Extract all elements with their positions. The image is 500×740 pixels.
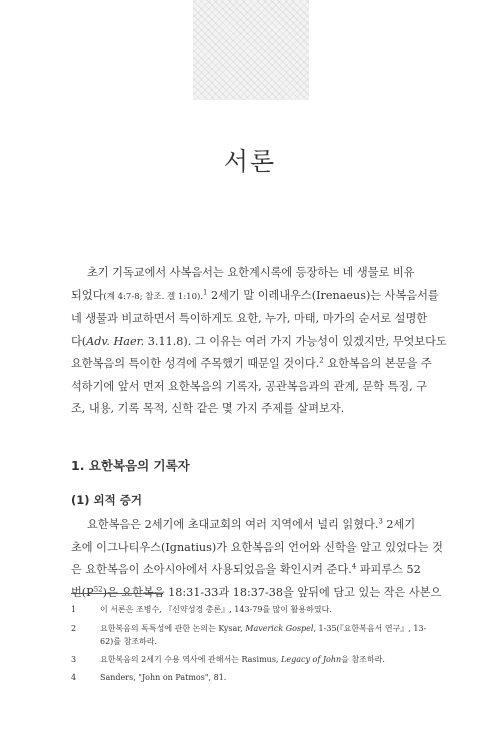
footnote-4 xyxy=(71,671,433,684)
chapter-title: 서론 xyxy=(223,147,277,176)
p1-line-5 xyxy=(71,353,431,376)
book-title: Maverick Gospel xyxy=(245,624,314,633)
p1-line-2 xyxy=(71,285,439,309)
p2-line-1 xyxy=(71,514,431,537)
p2-line-2: 초에 이그나티우스(Ignatius)가 요한복음의 언어와 신학을 알고 있었다는 것 xyxy=(71,540,443,554)
footnote-text-part: 요한복음의 2세기 수용 역사에 관해서는 Rasimus, xyxy=(100,655,282,664)
footnote-2 xyxy=(71,622,433,648)
footnote-number: 3 xyxy=(71,655,77,664)
footnote-marker-4[interactable]: 4 xyxy=(351,562,357,571)
footnote-text-part: 요한복음의 독특성에 관한 논의는 Kysar, xyxy=(100,624,246,633)
p1-text: 3.11.8). 그 이유는 여러 가지 가능성이 있겠지만, 무엇보다도 xyxy=(144,334,447,348)
footnote-divider xyxy=(71,593,163,594)
footnote-text xyxy=(100,622,433,648)
footnote-3 xyxy=(71,653,433,666)
footnote-number: 1 xyxy=(71,605,77,614)
footnote-text-part: 을 참조하라. xyxy=(341,655,385,664)
papyrus-superscript: 52 xyxy=(93,584,103,593)
p1-text: 요한복음의 본문을 주 xyxy=(323,357,432,370)
p1-text: 요한복음의 특이한 성격에 주목했기 때문일 것이다. xyxy=(71,357,320,370)
footnote-number: 2 xyxy=(71,624,77,633)
footnote-text: 이 서론은 조병수, 『신약성경 총론』, 143-79를 많이 활용하였다. xyxy=(100,605,332,614)
footnote-marker-3[interactable]: 3 xyxy=(378,517,383,526)
p2-text: )은 요한복음 18:31-33과 18:37-38을 앞뒤에 담고 있는 작은 사본으 xyxy=(102,585,442,599)
p1-line-6: 석하기에 앞서 먼저 요한복음의 기록자, 공관복음과의 관계, 문학 특징, 구 xyxy=(71,379,428,393)
footnote-marker-2[interactable]: 2 xyxy=(319,356,324,365)
footnote-text-part: , 1-35(『요한복음서 연구』, 13-62)를 참조하라. xyxy=(100,624,427,646)
p1-text: 되었다 xyxy=(71,288,104,302)
p1-line-3: 네 생물과 비교하면서 특이하게도 요한, 누가, 마태, 마가의 순서로 설명한 xyxy=(71,312,428,325)
p1-text: 다( xyxy=(71,334,87,348)
footnote-text xyxy=(100,653,433,666)
external-evidence-paragraph xyxy=(71,514,443,604)
subsection-heading: (1) 외적 증거 xyxy=(71,493,142,507)
p2-text: 2세기 xyxy=(382,518,416,531)
section-heading: 1. 요한복음의 기록자 xyxy=(71,458,190,473)
footnote-marker-1[interactable]: 1 xyxy=(203,287,208,296)
p1-line-1: 초기 기독교에서 사복음서는 요한계시록에 등장하는 네 생물로 비유 xyxy=(87,266,415,279)
p2-text: 요한복음은 2세기에 초대교회의 여러 지역에서 널리 읽혔다. xyxy=(87,518,379,531)
book-title: Legacy of John xyxy=(281,655,342,664)
footnote-1 xyxy=(71,603,433,616)
p2-text: 파피루스 52 xyxy=(356,563,421,576)
footnote-number: 4 xyxy=(71,673,77,682)
scripture-reference: (계 4:7-8; 참조. 겔 1:10). xyxy=(103,291,204,302)
p2-line-3 xyxy=(71,559,431,582)
work-title: Adv. Haer. xyxy=(86,334,145,348)
p2-text: 번(P xyxy=(71,585,94,599)
footnote-text: Sanders, "John on Patmos", 81. xyxy=(100,673,227,682)
p1-text: 2세기 말 이레내우스(Irenaeus)는 사복음서를 xyxy=(207,288,439,302)
intro-paragraph xyxy=(71,262,447,421)
p1-line-7: 조, 내용, 기록 목적, 신학 같은 몇 가지 주제를 살펴보자. xyxy=(71,402,345,415)
p1-line-4 xyxy=(71,331,447,354)
p2-text: 은 요한복음이 소아시아에서 사용되었음을 확인시켜 준다. xyxy=(71,563,352,576)
header-ornament xyxy=(193,0,309,100)
